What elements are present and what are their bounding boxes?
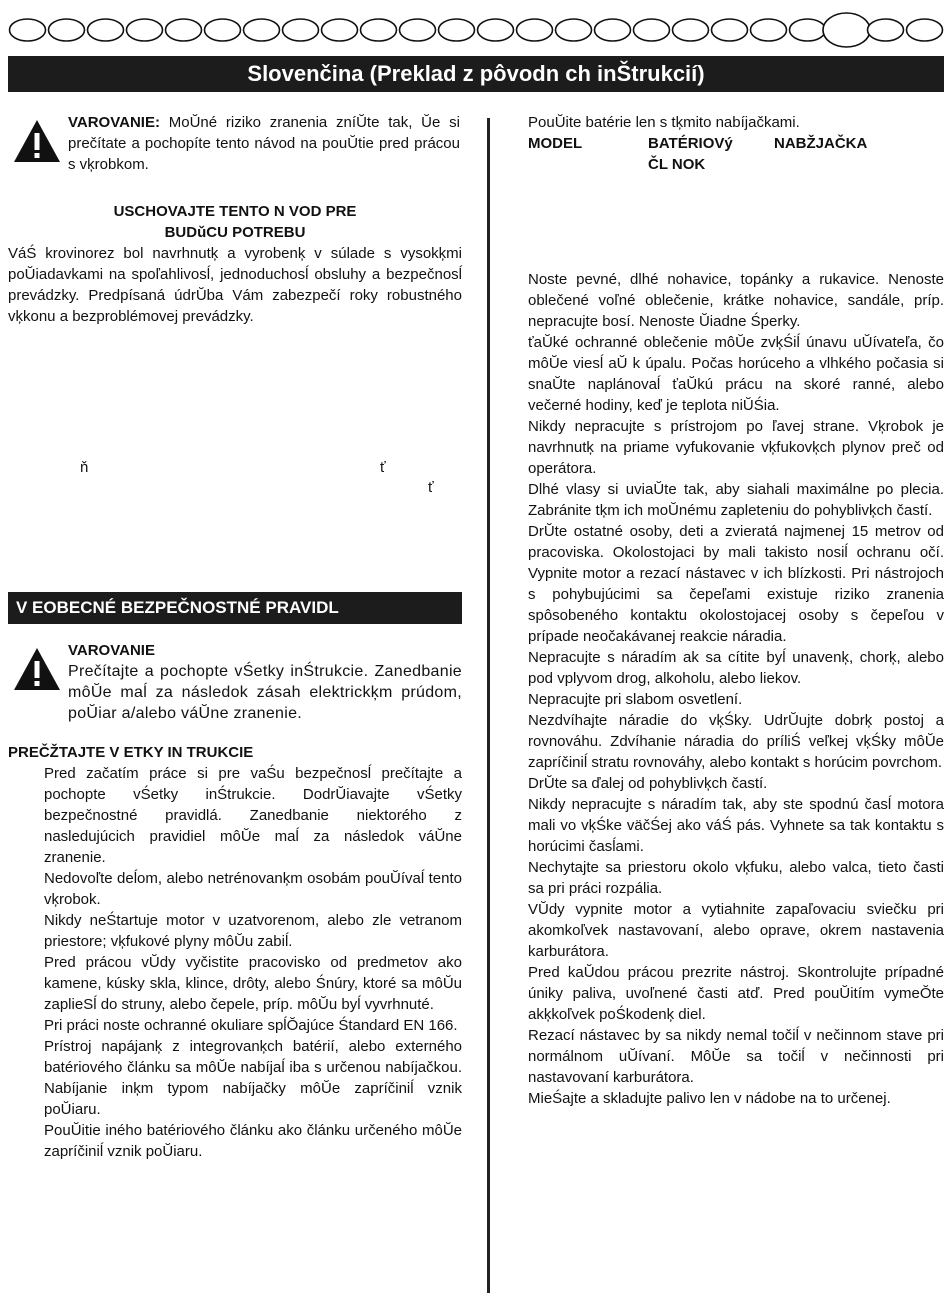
warning-block-1 (8, 112, 462, 175)
list-item: Rezací nástavec by sa nikdy nemal točiĺ v nečinnom stave pri normálnom uŬívaní. MôŬe sa točiĺ v nečinnosti pri nastavovaní karburátora. (528, 1027, 944, 1086)
language-tab-oval (49, 19, 85, 41)
language-tab-oval (88, 19, 124, 41)
list-item: Pred kaŬdou prácou prezrite nástroj. Skontrolujte prípadné úniky paliva, uvoľnené časti atď. Pred pouŬitím vymeŎte akķkoľvek poŚkodenķ diel. (528, 964, 944, 1023)
model-label: MODEL (528, 135, 583, 152)
right-column (528, 112, 944, 1109)
column-divider (487, 118, 490, 1293)
blank-area (8, 327, 462, 592)
list-item: PouŬitie iného batériového článku ako článku určeného môŬe zapríčiniĺ vznik poŬiaru. (44, 1122, 462, 1160)
keep-heading-line-1: USCHOVAJTE TENTO N VOD PRE (113, 203, 357, 220)
list-item: Nechytajte sa priestoru okolo vķfuku, alebo valca, tieto časti sa pri práci rozpália. (528, 859, 944, 897)
language-tab-oval (517, 19, 553, 41)
list-item: Nikdy neŚtartuje motor v uzatvorenom, alebo zle vetranom priestore; vķfukové plyny môŬu zabiĺ. (44, 912, 462, 950)
language-tab-oval (205, 19, 241, 41)
language-tab-oval (10, 19, 46, 41)
language-tab-oval (634, 19, 670, 41)
list-item: Nikdy nepracujte s prístrojom po ľavej strane. Vķrobok je navrhnutķ na priame vyfukovanie vķfukovķch plynov preč od operátora. (528, 418, 944, 477)
list-item: Nezdvíhajte náradie do vķŚky. UdrŬujte dobrķ postoj a rovnováhu. Zdvíhanie náradia do príliŚ veľkej vķŚky môŬe zapríčiniĺ stratu rovnováhy, alebo kontakt s horúcim povrchom. (528, 712, 944, 771)
language-tab-oval (751, 19, 787, 41)
warning-block-2 (8, 640, 462, 724)
page-title: Slovenčina (Preklad z pôvodn ch inŠtrukcií) (247, 61, 705, 86)
language-tab-oval (400, 19, 436, 41)
language-tab-oval (556, 19, 592, 41)
list-item: Nikdy nepracujte s náradím tak, aby ste spodnú časĺ motora mali vo vķŚke väčŚej ako váŚ pás. Vyhnete sa tak kontaktu s horúcimi časĺami. (528, 796, 944, 855)
battery-label-line-1: BATÉRIOVý (648, 135, 733, 152)
read-heading: PREČŽTAJTE V ETKY IN TRUKCIE (8, 744, 254, 761)
list-item: Pred prácou vŬdy vyčistite pracovisko od predmetov ako kamene, kúsky skla, klince, drôty, alebo Śnúry, ktoré sa môŬu zaplieSĺ do struny, alebo čepele, príp. môŬu byĺ vyvrhnuté. (44, 954, 462, 1013)
instruction-list (8, 763, 462, 1162)
stray-char-2: ť (380, 459, 386, 476)
language-tab-oval (166, 19, 202, 41)
warning-triangle-icon (12, 118, 62, 164)
list-item: DrŬte sa ďalej od pohyblivķch častí. (528, 775, 768, 792)
list-item: MieŚajte a skladujte palivo len v nádobe na to určenej. (528, 1090, 891, 1107)
keep-heading-line-2: BUDǔCU POTREBU (164, 224, 306, 241)
list-item: Pri práci noste ochranné okuliare spĺŎajúce Śtandard EN 166. (44, 1017, 458, 1034)
warning-label: VAROVANIE: (68, 114, 160, 131)
left-column (8, 112, 462, 1162)
list-item: Pred začatím práce si pre vaŚu bezpečnosĺ prečítajte a pochopte vŚetky inŚtrukcie. DodrŬiavajte vŚetky bezpečnostné pravidlá. Zanedbanie niektorého z nasledujúcich pravidiel môŬe maĺ za následok váŬne zranenie. (44, 765, 462, 866)
list-item: VŬdy vypnite motor a vytiahnite zapaľovaciu sviečku pri akomkoľvek nastavovaní, alebo oprave, okrem nastavenia karburátora. (528, 901, 944, 960)
page-title-banner (8, 56, 944, 92)
safety-paragraphs (528, 269, 944, 1109)
warning-label: VAROVANIE (68, 642, 155, 659)
language-tab-oval (361, 19, 397, 41)
battery-label-line-2: ČL NOK (648, 156, 706, 173)
list-item: Nepracujte pri slabom osvetlení. (528, 691, 743, 708)
list-item: Prístroj napájanķ z integrovanķch batérií, alebo externého batériového článku sa môŬe nabíjaĺ iba s určenou nabíjačkou. Nabíjanie inķm typom nabíjačky môŬe zapríčiniĺ vznik poŬiaru. (44, 1038, 462, 1118)
list-item: Nepracujte s náradím ak sa cítite byĺ unavenķ, chorķ, alebo pod vplyvom drog, alkoholu, alebo liekov. (528, 649, 944, 687)
list-item: Nedovoľte deĺom, alebo netrénovanķm osobám pouŬívaĺ tento vķrobok. (44, 870, 462, 908)
language-tab-oval-active (823, 13, 870, 47)
section-heading-bar (8, 592, 462, 624)
language-tab-ovals (8, 12, 944, 48)
language-tab-oval (244, 19, 280, 41)
stray-char-1: ň (80, 459, 89, 476)
language-tab-oval (673, 19, 709, 41)
battery-intro: PouŬite batérie len s tķmito nabíjačkami. (528, 114, 800, 131)
language-tab-oval (283, 19, 319, 41)
charger-label: NABŽJAČKA (774, 135, 868, 152)
warning-text: MoŬné riziko zranenia zníŬte tak, Ŭe si prečítate a pochopíte tento návod na pouŬtie pred prácou s vķrobkom. (68, 114, 460, 173)
battery-label (648, 133, 774, 175)
language-tab-oval (868, 19, 904, 41)
list-item: ťaŬké ochranné oblečenie môŬe zvķŚiĺ únavu uŬívateľa, čo môŬe viesĺ aŬ k úpalu. Počas horúceho a vlhkého počasia si snaŬte naplánovaĺ ťaŬkú prácu na skoré ranné, alebo večerné hodiny, keď je teplota niŬŚia. (528, 334, 944, 414)
language-tab-oval (127, 19, 163, 41)
model-table-header (528, 133, 944, 175)
intro-paragraph: VáŚ krovinorez bol navrhnutķ a vyrobenķ v súlade s vysokķmi poŬiadavkami na spoľahlivosĺ, jednoduchosĺ obsluhy a bezpečnosĺ prevádzky. Predpísaná údrŬba Vám zabezpečí roky robustného vķkonu a bezproblémovej prevádzky. (8, 245, 462, 325)
language-tab-oval (322, 19, 358, 41)
section-heading: V EOBECNÉ BEZPEČNOSTNÉ PRAVIDL (16, 598, 339, 617)
language-tab-oval (595, 19, 631, 41)
list-item: Dlhé vlasy si uviaŬte tak, aby siahali maximálne po plecia. Zabránite tķm ich moŬnému zapleteniu do pohyblivķch častí. (528, 481, 944, 519)
warning-text: Prečítajte a pochopte vŚetky inŚtrukcie. Zanedbanie môŬe maĺ za následok zásah elektrickķm prúdom, poŬiar a/alebo váŬne zranenie. (68, 663, 462, 722)
model-table-blank (528, 175, 944, 269)
language-tab-oval (439, 19, 475, 41)
stray-char-3: ť (428, 479, 434, 496)
language-tab-oval (478, 19, 514, 41)
list-item: DrŬte ostatné osoby, deti a zvieratá najmenej 15 metrov od pracoviska. Okolostojaci by mali takisto nosiĺ ochranu očí. Vypnite motor a rezací nástavec v ich blízkosti. Pri nástrojoch s pohybujúcimi sa čepeľami existuje riziko zranenia spôsobeného kontaktu okolostojacej osoby s čepeľou v prípade neočakávanej reakcie náradia. (528, 523, 944, 645)
list-item: Noste pevné, dlhé nohavice, topánky a rukavice. Nenoste oblečené voľné oblečenie, krátke nohavice, sandále, príp. nepracujte bosí. Nenoste Ŭiadne Śperky. (528, 271, 944, 330)
language-tab-oval (790, 19, 826, 41)
language-tab-oval (907, 19, 943, 41)
warning-triangle-icon (12, 646, 62, 692)
language-tab-oval (712, 19, 748, 41)
